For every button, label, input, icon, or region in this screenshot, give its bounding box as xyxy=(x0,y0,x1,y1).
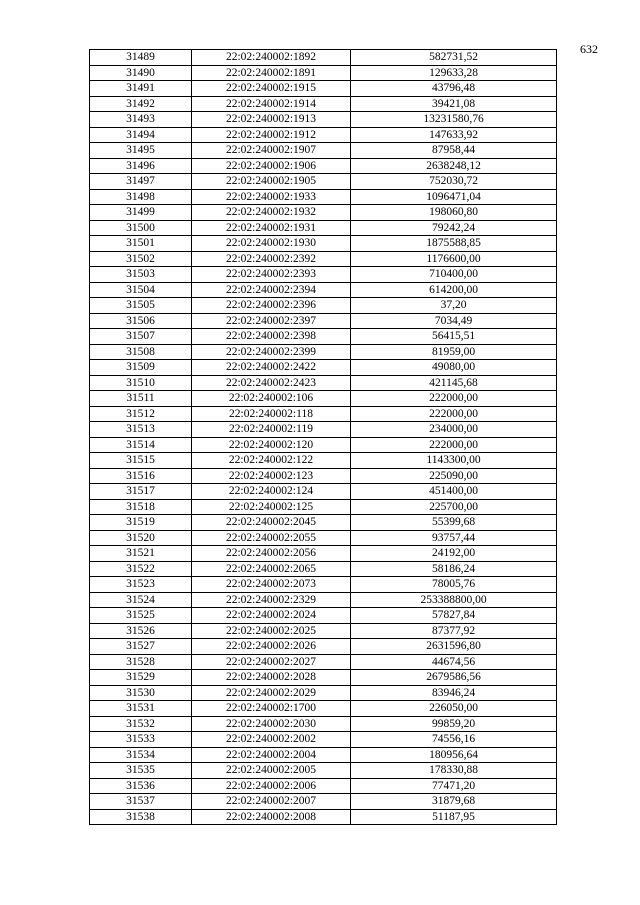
cadastral-number-cell: 22:02:240002:2055 xyxy=(192,530,351,546)
table-row xyxy=(90,251,557,267)
row-number-cell: 31530 xyxy=(90,685,192,701)
table-row xyxy=(90,499,557,515)
table-row xyxy=(90,515,557,531)
cadastral-number-cell: 22:02:240002:1906 xyxy=(192,158,351,174)
value-cell: 74556,16 xyxy=(351,732,557,748)
row-number-cell: 31528 xyxy=(90,654,192,670)
value-cell: 7034,49 xyxy=(351,313,557,329)
value-cell: 225090,00 xyxy=(351,468,557,484)
value-cell: 1176600,00 xyxy=(351,251,557,267)
row-number-cell: 31509 xyxy=(90,360,192,376)
table-row xyxy=(90,81,557,97)
row-number-cell: 31494 xyxy=(90,127,192,143)
row-number-cell: 31523 xyxy=(90,577,192,593)
table-row xyxy=(90,267,557,283)
value-cell: 77471,20 xyxy=(351,778,557,794)
value-cell: 2631596,80 xyxy=(351,639,557,655)
row-number-cell: 31527 xyxy=(90,639,192,655)
table-row xyxy=(90,453,557,469)
value-cell: 129633,28 xyxy=(351,65,557,81)
value-cell: 253388800,00 xyxy=(351,592,557,608)
row-number-cell: 31512 xyxy=(90,406,192,422)
value-cell: 2679586,56 xyxy=(351,670,557,686)
row-number-cell: 31514 xyxy=(90,437,192,453)
row-number-cell: 31525 xyxy=(90,608,192,624)
cadastral-number-cell: 22:02:240002:2025 xyxy=(192,623,351,639)
cadastral-number-cell: 22:02:240002:2065 xyxy=(192,561,351,577)
cadastral-number-cell: 22:02:240002:2329 xyxy=(192,592,351,608)
cadastral-number-cell: 22:02:240002:2002 xyxy=(192,732,351,748)
value-cell: 87377,92 xyxy=(351,623,557,639)
row-number-cell: 31515 xyxy=(90,453,192,469)
row-number-cell: 31495 xyxy=(90,143,192,159)
table-row xyxy=(90,437,557,453)
cadastral-number-cell: 22:02:240002:2030 xyxy=(192,716,351,732)
table-row xyxy=(90,716,557,732)
table-row xyxy=(90,313,557,329)
row-number-cell: 31526 xyxy=(90,623,192,639)
table-row xyxy=(90,484,557,500)
value-cell: 83946,24 xyxy=(351,685,557,701)
value-cell: 710400,00 xyxy=(351,267,557,283)
value-cell: 37,20 xyxy=(351,298,557,314)
cadastral-number-cell: 22:02:240002:2056 xyxy=(192,546,351,562)
cadastral-number-cell: 22:02:240002:2008 xyxy=(192,809,351,825)
value-cell: 58186,24 xyxy=(351,561,557,577)
cadastral-number-cell: 22:02:240002:2423 xyxy=(192,375,351,391)
cadastral-number-cell: 22:02:240002:2028 xyxy=(192,670,351,686)
table-row xyxy=(90,375,557,391)
cadastral-number-cell: 22:02:240002:1912 xyxy=(192,127,351,143)
row-number-cell: 31498 xyxy=(90,189,192,205)
value-cell: 57827,84 xyxy=(351,608,557,624)
cadastral-number-cell: 22:02:240002:2392 xyxy=(192,251,351,267)
table-row xyxy=(90,329,557,345)
cadastral-number-cell: 22:02:240002:2027 xyxy=(192,654,351,670)
cadastral-number-cell: 22:02:240002:1930 xyxy=(192,236,351,252)
table-row xyxy=(90,747,557,763)
table-row xyxy=(90,639,557,655)
cadastral-number-cell: 22:02:240002:125 xyxy=(192,499,351,515)
row-number-cell: 31508 xyxy=(90,344,192,360)
value-cell: 614200,00 xyxy=(351,282,557,298)
table-row xyxy=(90,174,557,190)
value-cell: 451400,00 xyxy=(351,484,557,500)
row-number-cell: 31505 xyxy=(90,298,192,314)
table-row xyxy=(90,623,557,639)
value-cell: 49080,00 xyxy=(351,360,557,376)
value-cell: 1096471,04 xyxy=(351,189,557,205)
row-number-cell: 31504 xyxy=(90,282,192,298)
value-cell: 222000,00 xyxy=(351,437,557,453)
table-row xyxy=(90,189,557,205)
row-number-cell: 31492 xyxy=(90,96,192,112)
value-cell: 147633,92 xyxy=(351,127,557,143)
table-row xyxy=(90,50,557,66)
value-cell: 752030,72 xyxy=(351,174,557,190)
cadastral-number-cell: 22:02:240002:106 xyxy=(192,391,351,407)
table-row xyxy=(90,468,557,484)
page-number: 632 xyxy=(580,42,598,56)
table-row xyxy=(90,592,557,608)
table-row xyxy=(90,112,557,128)
table-row xyxy=(90,298,557,314)
table-row xyxy=(90,685,557,701)
value-cell: 421145,68 xyxy=(351,375,557,391)
cadastral-number-cell: 22:02:240002:2396 xyxy=(192,298,351,314)
value-cell: 99859,20 xyxy=(351,716,557,732)
table-row xyxy=(90,236,557,252)
value-cell: 234000,00 xyxy=(351,422,557,438)
cadastral-number-cell: 22:02:240002:120 xyxy=(192,437,351,453)
value-cell: 31879,68 xyxy=(351,794,557,810)
value-cell: 2638248,12 xyxy=(351,158,557,174)
value-cell: 44674,56 xyxy=(351,654,557,670)
cadastral-number-cell: 22:02:240002:2394 xyxy=(192,282,351,298)
row-number-cell: 31497 xyxy=(90,174,192,190)
row-number-cell: 31536 xyxy=(90,778,192,794)
cadastral-number-cell: 22:02:240002:1914 xyxy=(192,96,351,112)
cadastral-number-cell: 22:02:240002:1905 xyxy=(192,174,351,190)
table-row xyxy=(90,406,557,422)
table-row xyxy=(90,96,557,112)
row-number-cell: 31537 xyxy=(90,794,192,810)
table-row xyxy=(90,530,557,546)
cadastral-number-cell: 22:02:240002:119 xyxy=(192,422,351,438)
cadastral-number-cell: 22:02:240002:1915 xyxy=(192,81,351,97)
table-row xyxy=(90,809,557,825)
value-cell: 43796,48 xyxy=(351,81,557,97)
table-row xyxy=(90,608,557,624)
table-row xyxy=(90,143,557,159)
value-cell: 1875588,85 xyxy=(351,236,557,252)
table-row xyxy=(90,158,557,174)
table-row xyxy=(90,344,557,360)
cadastral-number-cell: 22:02:240002:2397 xyxy=(192,313,351,329)
row-number-cell: 31519 xyxy=(90,515,192,531)
row-number-cell: 31510 xyxy=(90,375,192,391)
value-cell: 222000,00 xyxy=(351,391,557,407)
row-number-cell: 31506 xyxy=(90,313,192,329)
cadastral-number-cell: 22:02:240002:1932 xyxy=(192,205,351,221)
cadastral-number-cell: 22:02:240002:124 xyxy=(192,484,351,500)
cadastral-number-cell: 22:02:240002:2006 xyxy=(192,778,351,794)
row-number-cell: 31502 xyxy=(90,251,192,267)
table-row xyxy=(90,701,557,717)
value-cell: 178330,88 xyxy=(351,763,557,779)
table-row xyxy=(90,763,557,779)
table-row xyxy=(90,577,557,593)
cadastral-number-cell: 22:02:240002:1892 xyxy=(192,50,351,66)
row-number-cell: 31520 xyxy=(90,530,192,546)
table-row xyxy=(90,654,557,670)
value-cell: 180956,64 xyxy=(351,747,557,763)
table-row xyxy=(90,546,557,562)
row-number-cell: 31513 xyxy=(90,422,192,438)
cadastral-number-cell: 22:02:240002:2029 xyxy=(192,685,351,701)
cadastral-number-cell: 22:02:240002:1700 xyxy=(192,701,351,717)
row-number-cell: 31491 xyxy=(90,81,192,97)
row-number-cell: 31522 xyxy=(90,561,192,577)
row-number-cell: 31529 xyxy=(90,670,192,686)
row-number-cell: 31511 xyxy=(90,391,192,407)
value-cell: 39421,08 xyxy=(351,96,557,112)
cadastral-number-cell: 22:02:240002:2393 xyxy=(192,267,351,283)
table-row xyxy=(90,561,557,577)
table-row xyxy=(90,205,557,221)
row-number-cell: 31489 xyxy=(90,50,192,66)
value-cell: 1143300,00 xyxy=(351,453,557,469)
value-cell: 582731,52 xyxy=(351,50,557,66)
cadastral-number-cell: 22:02:240002:2422 xyxy=(192,360,351,376)
table-body xyxy=(90,50,557,825)
value-cell: 226050,00 xyxy=(351,701,557,717)
table-row xyxy=(90,127,557,143)
cadastral-number-cell: 22:02:240002:2045 xyxy=(192,515,351,531)
value-cell: 198060,80 xyxy=(351,205,557,221)
value-cell: 225700,00 xyxy=(351,499,557,515)
table-row xyxy=(90,794,557,810)
value-cell: 13231580,76 xyxy=(351,112,557,128)
row-number-cell: 31507 xyxy=(90,329,192,345)
row-number-cell: 31534 xyxy=(90,747,192,763)
row-number-cell: 31496 xyxy=(90,158,192,174)
row-number-cell: 31503 xyxy=(90,267,192,283)
cadastral-number-cell: 22:02:240002:2005 xyxy=(192,763,351,779)
row-number-cell: 31499 xyxy=(90,205,192,221)
table-row xyxy=(90,65,557,81)
row-number-cell: 31531 xyxy=(90,701,192,717)
cadastral-number-cell: 22:02:240002:1931 xyxy=(192,220,351,236)
cadastral-number-cell: 22:02:240002:2024 xyxy=(192,608,351,624)
row-number-cell: 31493 xyxy=(90,112,192,128)
value-cell: 222000,00 xyxy=(351,406,557,422)
table-row xyxy=(90,778,557,794)
table-row xyxy=(90,732,557,748)
value-cell: 24192,00 xyxy=(351,546,557,562)
row-number-cell: 31490 xyxy=(90,65,192,81)
row-number-cell: 31518 xyxy=(90,499,192,515)
value-cell: 51187,95 xyxy=(351,809,557,825)
row-number-cell: 31516 xyxy=(90,468,192,484)
cadastral-number-cell: 22:02:240002:2026 xyxy=(192,639,351,655)
value-cell: 56415,51 xyxy=(351,329,557,345)
cadastral-number-cell: 22:02:240002:122 xyxy=(192,453,351,469)
table-row xyxy=(90,360,557,376)
cadastral-number-cell: 22:02:240002:2004 xyxy=(192,747,351,763)
cadastral-number-cell: 22:02:240002:118 xyxy=(192,406,351,422)
value-cell: 55399,68 xyxy=(351,515,557,531)
value-cell: 78005,76 xyxy=(351,577,557,593)
value-cell: 87958,44 xyxy=(351,143,557,159)
row-number-cell: 31532 xyxy=(90,716,192,732)
row-number-cell: 31524 xyxy=(90,592,192,608)
cadastral-number-cell: 22:02:240002:2007 xyxy=(192,794,351,810)
cadastral-number-cell: 22:02:240002:123 xyxy=(192,468,351,484)
value-cell: 81959,00 xyxy=(351,344,557,360)
row-number-cell: 31533 xyxy=(90,732,192,748)
row-number-cell: 31521 xyxy=(90,546,192,562)
row-number-cell: 31538 xyxy=(90,809,192,825)
cadastral-number-cell: 22:02:240002:1891 xyxy=(192,65,351,81)
cadastral-number-cell: 22:02:240002:2398 xyxy=(192,329,351,345)
cadastral-number-cell: 22:02:240002:1933 xyxy=(192,189,351,205)
row-number-cell: 31517 xyxy=(90,484,192,500)
table-row xyxy=(90,422,557,438)
table-row xyxy=(90,282,557,298)
row-number-cell: 31535 xyxy=(90,763,192,779)
cadastral-number-cell: 22:02:240002:2399 xyxy=(192,344,351,360)
cadastral-number-cell: 22:02:240002:1913 xyxy=(192,112,351,128)
table-row xyxy=(90,391,557,407)
row-number-cell: 31501 xyxy=(90,236,192,252)
cadastral-table xyxy=(89,49,557,825)
cadastral-number-cell: 22:02:240002:2073 xyxy=(192,577,351,593)
row-number-cell: 31500 xyxy=(90,220,192,236)
cadastral-number-cell: 22:02:240002:1907 xyxy=(192,143,351,159)
value-cell: 79242,24 xyxy=(351,220,557,236)
table-row xyxy=(90,670,557,686)
value-cell: 93757,44 xyxy=(351,530,557,546)
table-row xyxy=(90,220,557,236)
